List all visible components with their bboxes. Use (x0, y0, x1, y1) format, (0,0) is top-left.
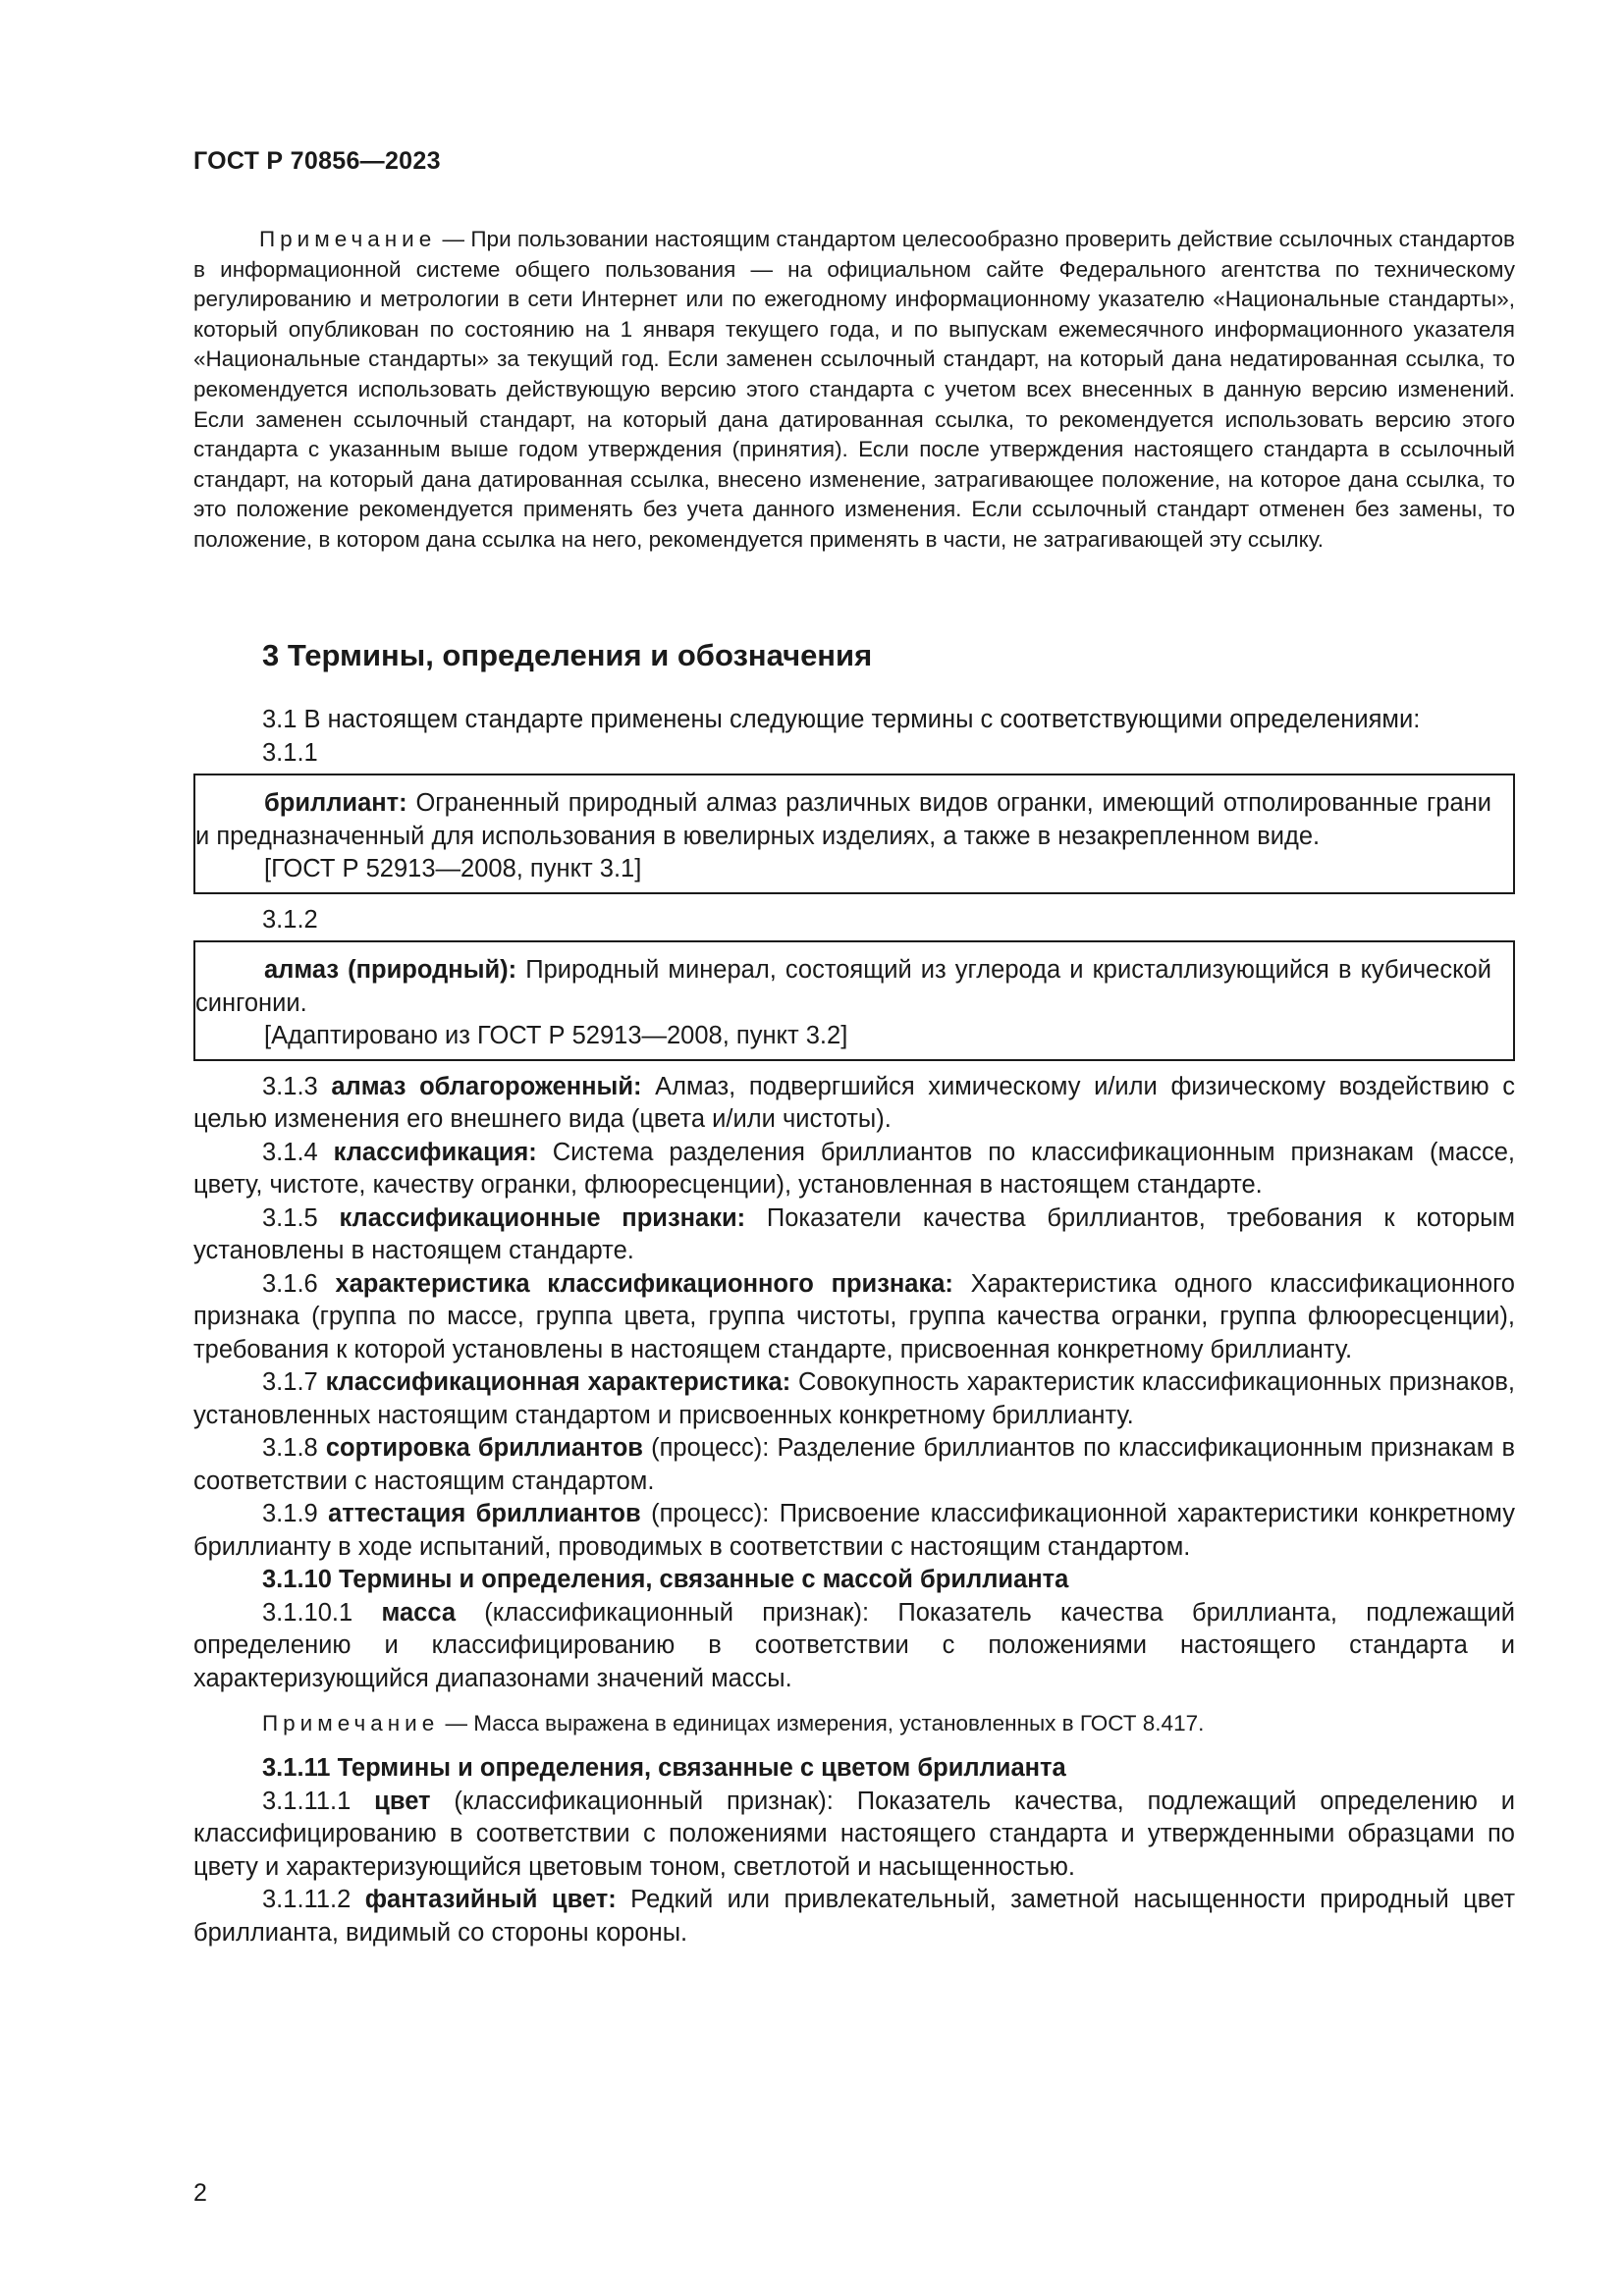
term-definition: Система разделения бриллиантов по классификационным признакам (массе, цвету, чистоте, качеству огранки, флюоресценции), установленная в настоящем стандарте. (193, 1138, 1515, 1199)
term-name: классификация: (333, 1138, 537, 1166)
term-name: классификационная характеристика: (325, 1368, 791, 1396)
term-number: 3.1.9 (262, 1500, 329, 1527)
term-definition: Природный минерал, состоящий из углерода и кристаллизующийся в кубической сингонии. (195, 956, 1491, 1017)
page-number: 2 (193, 2179, 207, 2207)
term-number: 3.1.10.1 (262, 1598, 382, 1627)
term-box-brilliant (193, 774, 1515, 894)
term-definition: Показатели качества бриллиантов, требования к которым установлены в настоящем стандарте. (193, 1203, 1515, 1264)
standard-header: ГОСТ Р 70856—2023 (193, 147, 441, 175)
term-definition: Редкий или привлекательный, заметной насыщенности природный цвет бриллианта, видимый со стороны короны. (193, 1886, 1516, 1947)
term-3-1-1 (195, 787, 1513, 853)
term-3-1-7 (193, 1366, 1515, 1432)
term-definition: (процесс): Присвоение классификационной характеристики конкретному бриллианту в ходе испытаний, проводимых в соответствии с настоящим стандартом. (193, 1500, 1515, 1561)
term-3-1-6 (193, 1268, 1515, 1367)
term-definition: (процесс): Разделение бриллиантов по классификационным признакам в соответствии с настоящим стандартом. (193, 1434, 1515, 1495)
note-text: — При пользовании настоящим стандартом целесообразно проверить действие ссылочных стандартов в информационной системе общего пользования — на официальном сайте Федерального агентства по техническому регулированию и метрологии в сети Интернет или по ежегодному информационному указателю «Национальные стандарты», который опубликован по состоянию на 1 января текущего года, и по выпускам ежемесячного информационного указателя «Национальные стандарты» за текущий год. Если заменен ссылочный стандарт, на который дана недатированная ссылка, то рекомендуется использовать действующую версию этого стандарта с учетом всех внесенных в данную версию изменений. Если заменен ссылочный стандарт, на который дана датированная ссылка, то рекомендуется использовать версию этого стандарта с указанным выше годом утверждения (принятия). Если после утверждения настоящего стандарта в ссылочный стандарт, на который дана датированная ссылка, внесено изменение, затрагивающее положение, на которое дана ссылка, то это положение рекомендуется применять без учета данного изменения. Если ссылочный стандарт отменен без замены, то положение, в котором дана ссылка на него, рекомендуется применять в части, не затрагивающей эту ссылку. (193, 227, 1515, 552)
term-definition: (классификационный признак): Показатель качества, подлежащий определению и классифицированию в соответствии с положениями настоящего стандарта и утвержденными образцами по цвету и характеризующийся цветовым тоном, светлотой и насыщенностью. (193, 1787, 1515, 1881)
term-definition: Характеристика одного классификационного признака (группа по массе, группа цвета, группа чистоты, группа качества огранки, группа флюоресценции), требования к которой установлены в настоящем стандарте, присвоенная конкретному бриллианту. (193, 1269, 1515, 1363)
subsection-title-text: 3.1.11 Термины и определения, связанные с цветом бриллианта (262, 1754, 1066, 1782)
term-3-1-11-1 (193, 1786, 1515, 1885)
term-number: 3.1.11.1 (262, 1787, 375, 1815)
section-body (193, 704, 1515, 1949)
term-number-3-1-2: 3.1.2 (262, 905, 318, 934)
term-3-1-11-2 (193, 1884, 1515, 1949)
note-text: — Масса выражена в единицах измерения, установленных в ГОСТ 8.417. (439, 1711, 1205, 1735)
subsection-title-mass (193, 1564, 1515, 1597)
term-number: 3.1.5 (262, 1203, 340, 1232)
term-name: сортировка бриллиантов (325, 1434, 643, 1462)
mass-note (193, 1709, 1515, 1738)
term-name: аттестация бриллиантов (328, 1500, 641, 1527)
term-definition: Ограненный природный алмаз различных видов огранки, имеющий отполированные грани и предназначенный для использования в ювелирных изделиях, а также в незакрепленном виде. (195, 789, 1491, 850)
term-name: алмаз облагороженный: (331, 1072, 642, 1100)
term-definition: (классификационный признак): Показатель качества бриллианта, подлежащий определению и классифицированию в соответствии с положениями настоящего стандарта и характеризующийся диапазонами значений массы. (193, 1598, 1515, 1692)
reference-note (193, 225, 1515, 556)
term-name: цвет (374, 1787, 431, 1815)
section-intro: 3.1 В настоящем стандарте применены следующие термины с соответствующими определениями: (262, 706, 1421, 733)
term-name: характеристика классификационного признака: (335, 1269, 953, 1298)
term-3-1-2 (195, 954, 1513, 1020)
term-3-1-10-1 (193, 1597, 1515, 1696)
term-source-ref: [ГОСТ Р 52913—2008, пункт 3.1] (264, 855, 642, 882)
subsection-title-color (193, 1752, 1515, 1786)
subsection-title-text: 3.1.10 Термины и определения, связанные с массой бриллианта (262, 1566, 1069, 1593)
term-number: 3.1.4 (262, 1138, 334, 1166)
term-3-1-5 (193, 1202, 1515, 1268)
note-label: Примечание (262, 1711, 440, 1735)
term-definition: Совокупность характеристик классификационных признаков, установленных настоящим стандартом и присвоенных конкретному бриллианту. (193, 1368, 1515, 1429)
term-definition: Алмаз, подвергшийся химическому и/или физическому воздействию с целью изменения его внешнего вида (цвета и/или чистоты). (193, 1072, 1515, 1133)
term-number: 3.1.7 (262, 1368, 326, 1396)
term-source-ref: [Адаптировано из ГОСТ Р 52913—2008, пункт 3.2] (264, 1022, 848, 1049)
note-label: Примечание (259, 227, 437, 251)
term-box-diamond (193, 940, 1515, 1061)
term-number: 3.1.6 (262, 1269, 336, 1298)
term-3-1-3 (193, 1071, 1515, 1137)
term-name: масса (381, 1598, 457, 1627)
term-number: 3.1.3 (262, 1072, 332, 1100)
term-name: фантазийный цвет: (364, 1886, 617, 1913)
term-3-1-4 (193, 1137, 1515, 1202)
term-name: алмаз (природный): (264, 956, 517, 984)
term-number-3-1-1: 3.1.1 (262, 738, 318, 767)
term-3-1-8 (193, 1432, 1515, 1498)
term-number: 3.1.8 (262, 1434, 326, 1462)
section-title: 3 Термины, определения и обозначения (262, 638, 873, 672)
term-number: 3.1.11.2 (262, 1886, 365, 1913)
term-3-1-9 (193, 1498, 1515, 1564)
term-name: классификационные признаки: (339, 1203, 746, 1232)
term-name: бриллиант: (264, 789, 407, 817)
